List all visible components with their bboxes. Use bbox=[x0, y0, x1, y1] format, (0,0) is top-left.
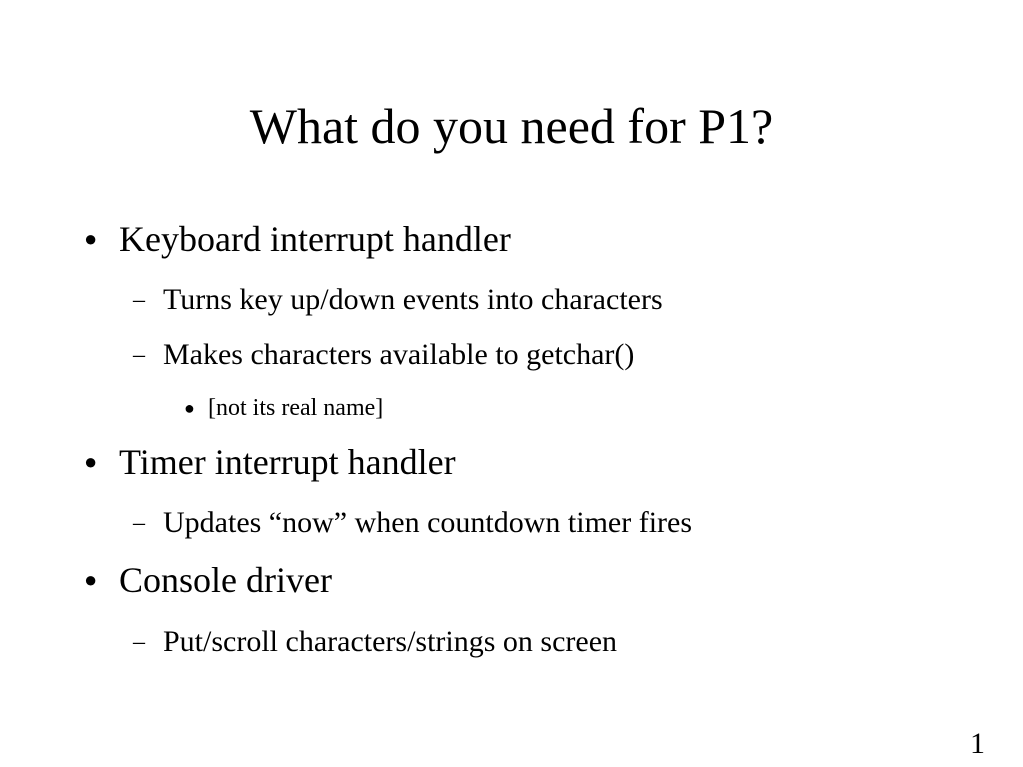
bullet-dot-icon: ● bbox=[84, 226, 98, 251]
bullet-dot-icon: ● bbox=[84, 567, 98, 592]
bullet-dot-icon: ● bbox=[84, 449, 98, 474]
bullet-text: Makes characters available to getchar() bbox=[163, 338, 635, 371]
bullet-dot-icon: ● bbox=[184, 398, 195, 418]
bullet-text: Keyboard interrupt handler bbox=[119, 219, 511, 259]
page-number: 1 bbox=[970, 727, 985, 760]
bullet-text: Turns key up/down events into characters bbox=[163, 283, 663, 316]
dash-icon: – bbox=[133, 510, 145, 536]
bullet-text: [not its real name] bbox=[208, 395, 384, 421]
bullet-text: Put/scroll characters/strings on screen bbox=[163, 625, 618, 658]
bullet-text: Timer interrupt handler bbox=[119, 442, 456, 482]
slide-title: What do you need for P1? bbox=[249, 98, 774, 154]
bullet-text: Updates “now” when countdown timer fires bbox=[163, 506, 693, 539]
dash-icon: – bbox=[133, 629, 145, 655]
dash-icon: – bbox=[133, 287, 145, 313]
bullet-text: Console driver bbox=[119, 560, 332, 600]
dash-icon: – bbox=[133, 342, 145, 368]
